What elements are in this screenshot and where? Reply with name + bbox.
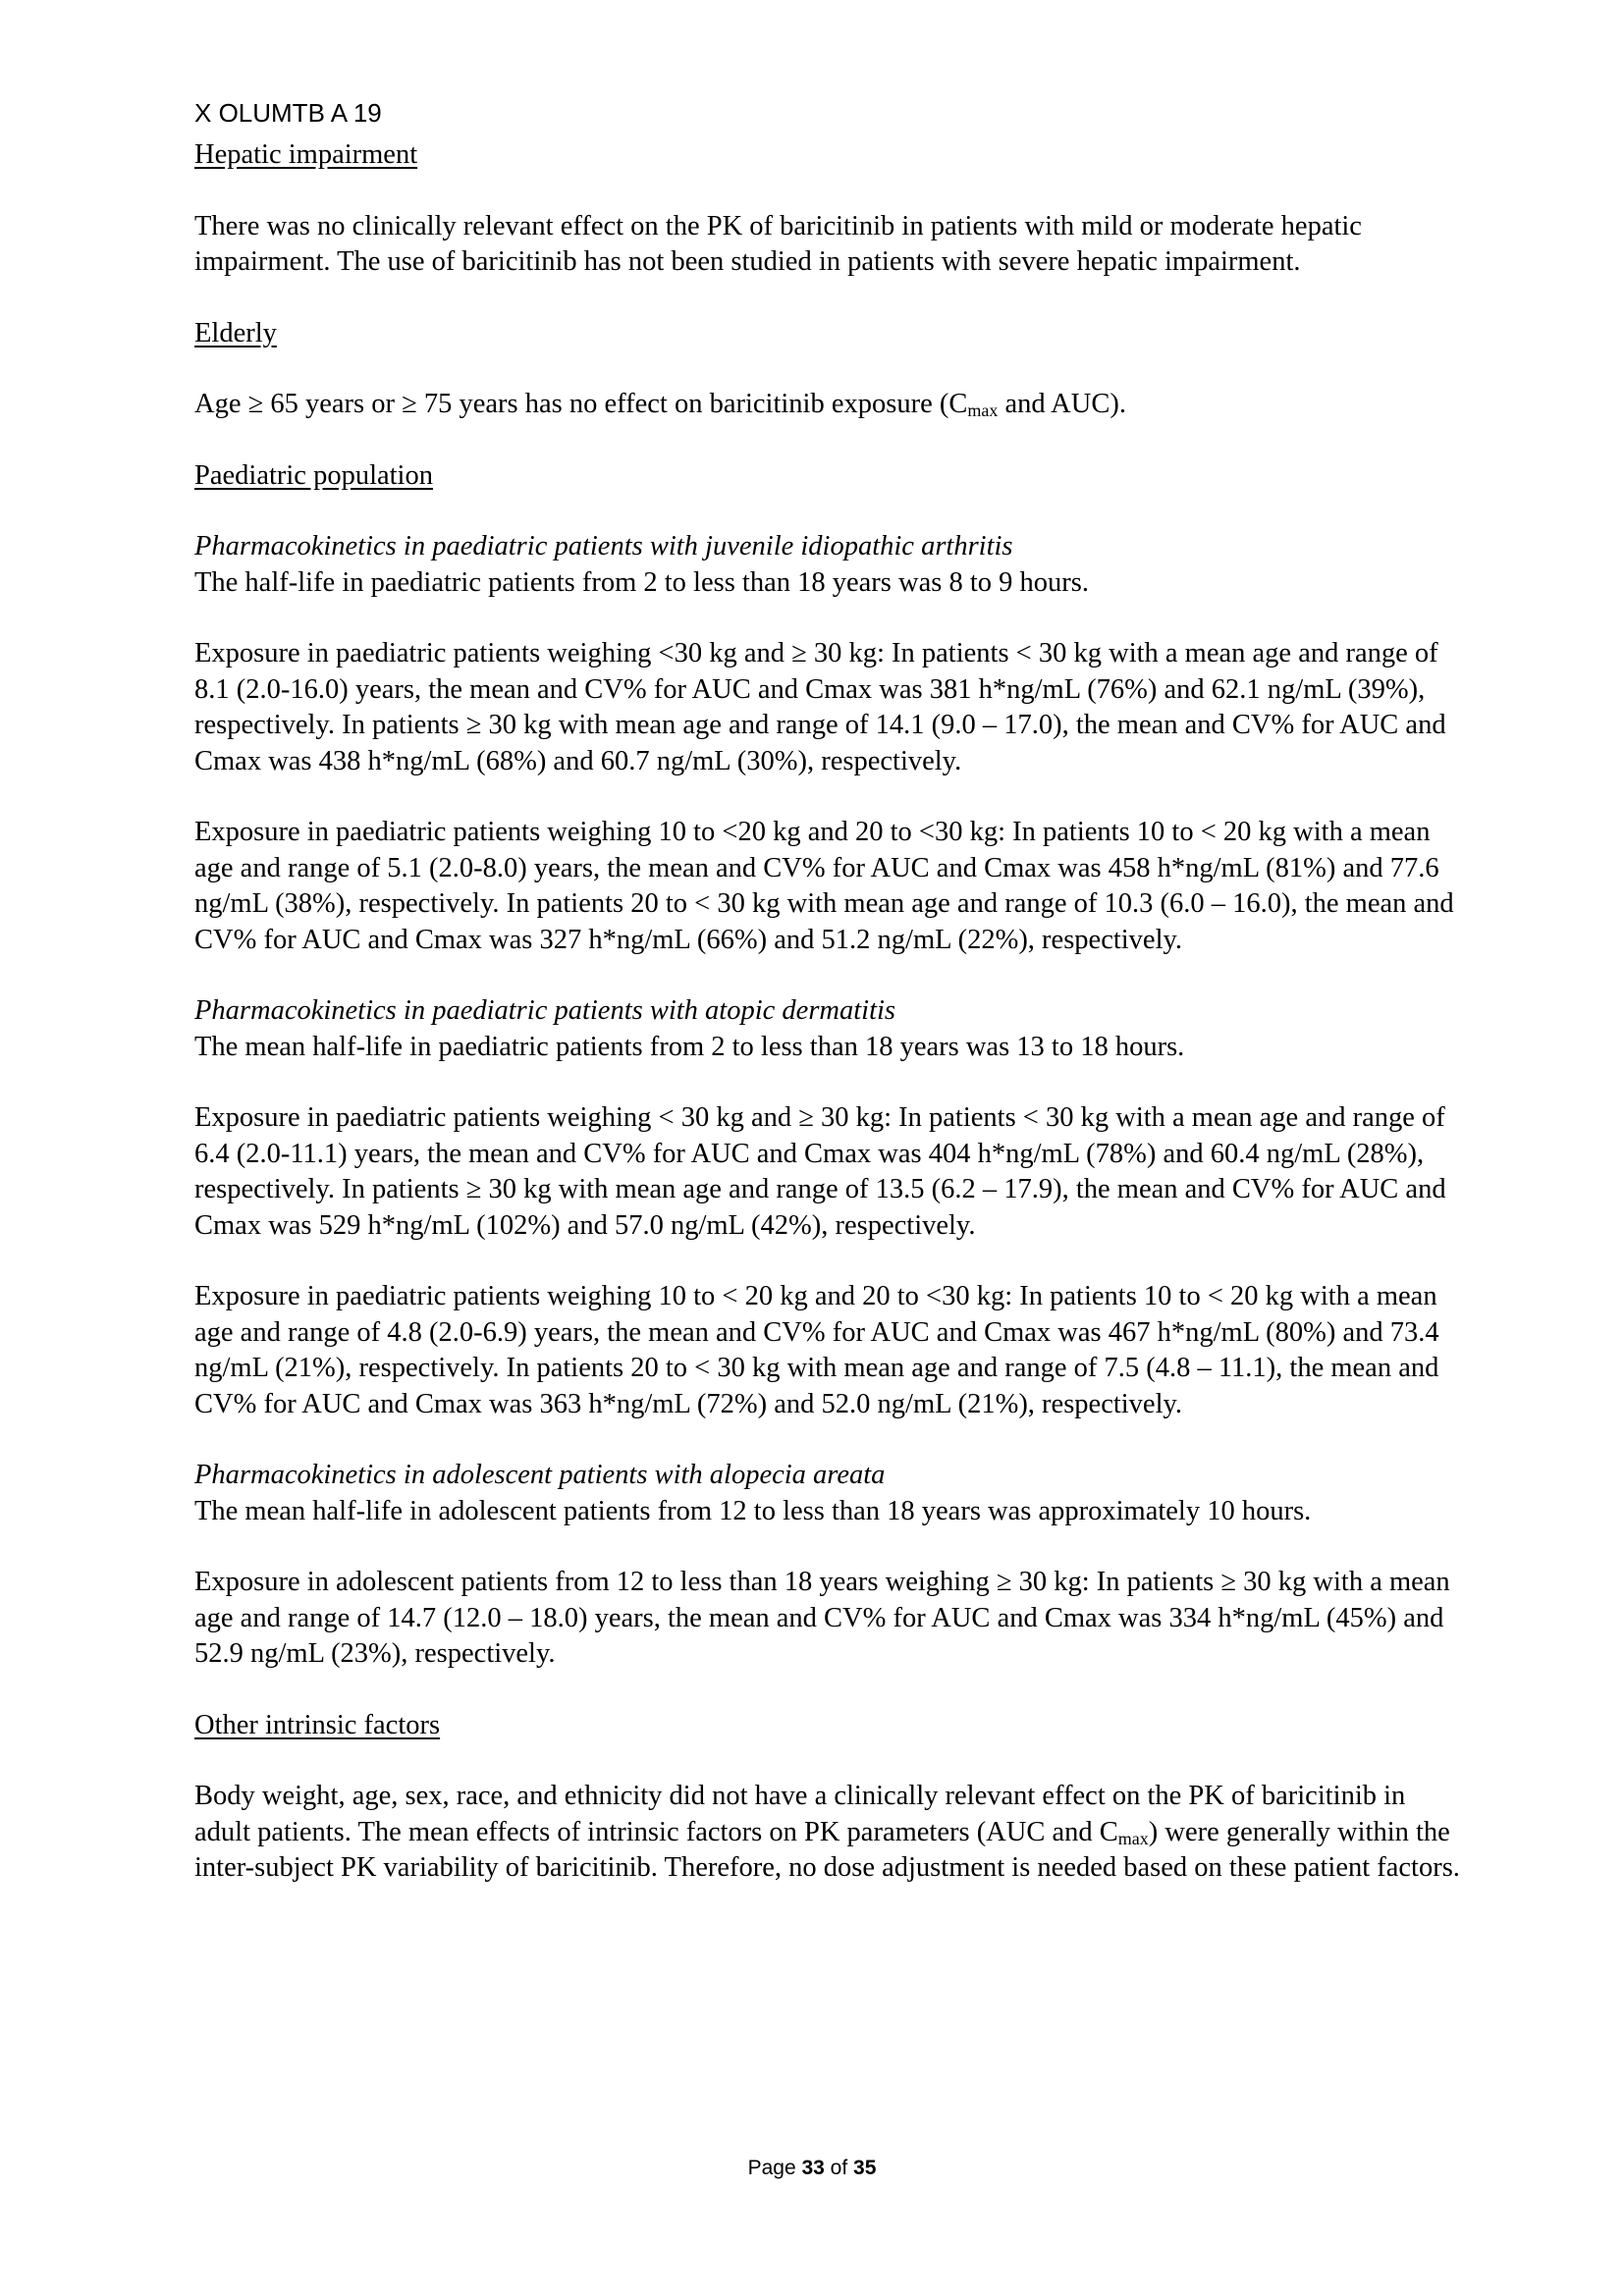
page-number (0, 2157, 1624, 2180)
cmax-subscript: max (967, 400, 999, 420)
ad-exposure-1: Exposure in paediatric patients weighing < 30 kg and ≥ 30 kg: In patients < 30 kg with a mean age and range of 6.4 (2.0-11.1) years, the mean and CV% for AUC and Cmax was 404 h*ng/mL (78%) and 60.4 ng/mL (28%), respectively. In patients ≥ 30 kg with mean age and range of 13.5 (6.2 – 17.9), the mean and CV% for AUC and Cmax was 529 h*ng/mL (102%) and 57.0 ng/mL (42%), respectively. (194, 1102, 1446, 1241)
aa-half-life: The mean half-life in adolescent patients from 12 to less than 18 years was approximately 10 hours. (194, 1495, 1312, 1526)
elderly-text-part: and AUC). (998, 389, 1126, 419)
jia-half-life: The half-life in paediatric patients from 2 to less than 18 years was 8 to 9 hours. (194, 566, 1089, 598)
subheading-jia: Pharmacokinetics in paediatric patients with juvenile idiopathic arthritis (194, 531, 1013, 561)
ad-exposure-2: Exposure in paediatric patients weighing 10 to < 20 kg and 20 to <30 kg: In patients 10 to < 20 kg with a mean age and range of 4.8 (2.0-6.9) years, the mean and CV% for AUC and Cmax was 467 h*ng/mL (80%) and 73.4 ng/mL (21%), respectively. In patients 20 to < 30 kg with mean age and range of 7.5 (4.8 – 11.1), the mean and CV% for AUC and Cmax was 363 h*ng/mL (72%) and 52.0 ng/mL (21%), respectively. (194, 1281, 1439, 1419)
heading-paediatric-population: Paediatric population (194, 459, 433, 491)
heading-other-intrinsic-factors: Other intrinsic factors (194, 1709, 441, 1740)
jia-exposure-1: Exposure in paediatric patients weighing <30 kg and ≥ 30 kg: In patients < 30 kg with a mean age and range of 8.1 (2.0-16.0) years, the mean and CV% for AUC and Cmax was 381 h*ng/mL (76%) and 62.1 ng/mL (39%), respectively. In patients ≥ 30 kg with mean age and range of 14.1 (9.0 – 17.0), the mean and CV% for AUC and Cmax was 438 h*ng/mL (68%) and 60.7 ng/mL (30%), respectively. (194, 638, 1446, 776)
elderly-text (194, 387, 1461, 423)
document-body (194, 137, 1461, 1887)
other-text-part: Body weight, age, sex, race, and ethnicity did not have a clinically relevant effect on the PK of baricitinib in adult patients. The mean effects of intrinsic factors on PK parameters (AUC and C (194, 1781, 1406, 1847)
jia-exposure-2: Exposure in paediatric patients weighing 10 to <20 kg and 20 to <30 kg: In patients 10 to < 20 kg with a mean age and range of 5.1 (2.0-8.0) years, the mean and CV% for AUC and Cmax was 458 h*ng/mL (81%) and 77.6 ng/mL (38%), respectively. In patients 20 to < 30 kg with mean age and range of 10.3 (6.0 – 16.0), the mean and CV% for AUC and Cmax was 327 h*ng/mL (66%) and 51.2 ng/mL (22%), respectively. (194, 817, 1454, 955)
ad-half-life: The mean half-life in paediatric patients from 2 to less than 18 years was 13 to 18 hours. (194, 1031, 1185, 1062)
subheading-atopic-dermatitis: Pharmacokinetics in paediatric patients with atopic dermatitis (194, 995, 896, 1026)
hepatic-impairment-text: There was no clinically relevant effect on the PK of baricitinib in patients with mild or moderate hepatic impairment. The use of baricitinib has not been studied in patients with severe hepatic impairment. (194, 210, 1362, 277)
document-id: X OLUMTB A 19 (194, 98, 382, 128)
page-label: Page (747, 2157, 802, 2179)
aa-exposure: Exposure in adolescent patients from 12 to less than 18 years weighing ≥ 30 kg: In patients ≥ 30 kg with a mean age and range of 14.7 (12.0 – 18.0) years, the mean and CV% for AUC and Cmax was 334 h*ng/mL (45%) and 52.9 ng/mL (23%), respectively. (194, 1567, 1450, 1669)
heading-hepatic-impairment: Hepatic impairment (194, 139, 418, 170)
other-intrinsic-text (194, 1779, 1461, 1887)
page-of: of (824, 2157, 854, 2179)
elderly-text-part: Age ≥ 65 years or ≥ 75 years has no effect on baricitinib exposure (C (194, 389, 968, 419)
other-text-part: ) were generally within the inter-subject PK variability of baricitinib. Therefore, no dose adjustment is needed based on these patient factors. (194, 1816, 1460, 1883)
heading-elderly: Elderly (194, 317, 277, 348)
subheading-alopecia-areata: Pharmacokinetics in adolescent patients with alopecia areata (194, 1460, 886, 1490)
page-current: 33 (801, 2157, 825, 2179)
document-page (194, 98, 1461, 1922)
page-total: 35 (853, 2157, 877, 2179)
cmax-subscript: max (1117, 1828, 1149, 1848)
